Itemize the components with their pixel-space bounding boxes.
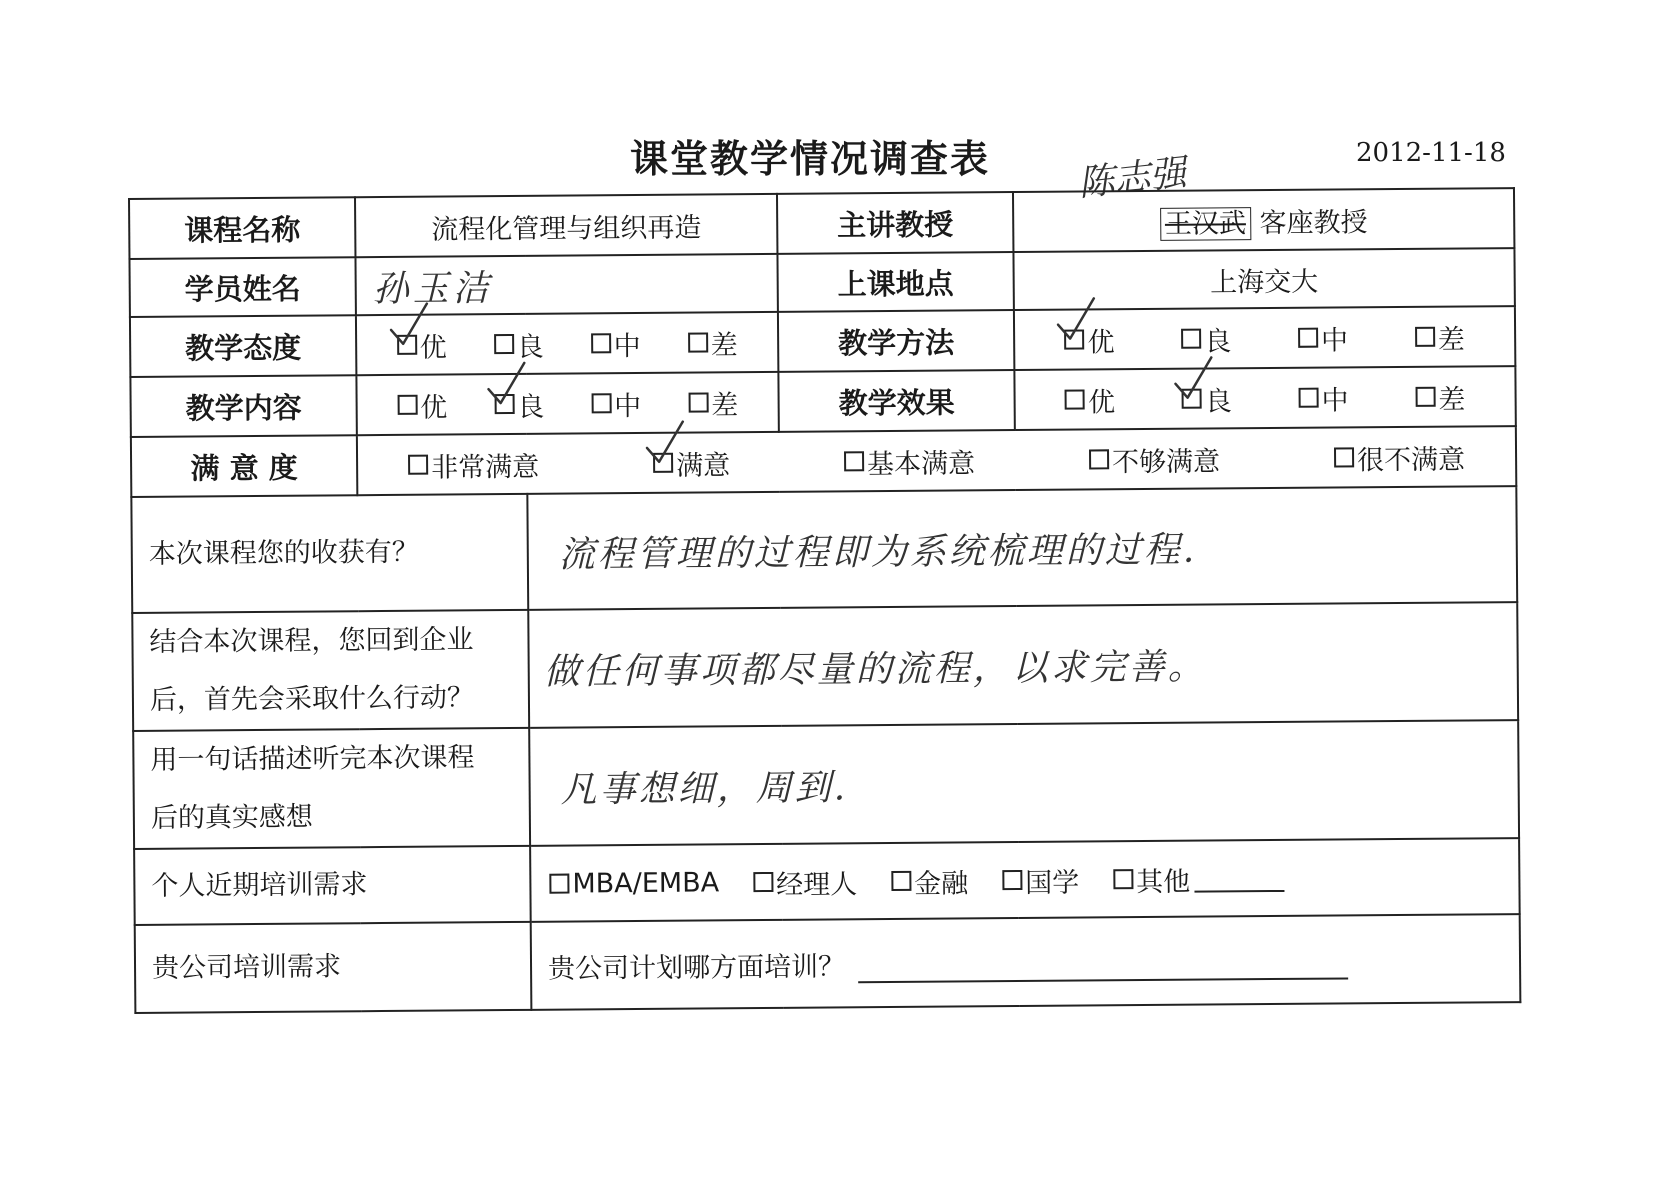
teaching-content-option-label: 差 — [711, 389, 739, 421]
teaching-method-option[interactable] — [1298, 318, 1348, 357]
feeling-label-line2: 后的真实感想 — [150, 801, 313, 834]
personal-training-option[interactable] — [1113, 858, 1284, 898]
teaching-attitude-option-label: 良 — [516, 331, 544, 363]
satisfaction-option[interactable] — [1334, 437, 1465, 477]
teaching-effect-option[interactable] — [1415, 377, 1465, 416]
personal-training-option-label: 金融 — [914, 867, 969, 900]
teaching-method-option-label: 优 — [1087, 326, 1115, 358]
feeling-answer-cell[interactable] — [529, 720, 1519, 846]
teaching-effect-option[interactable] — [1065, 380, 1115, 419]
professor-cell — [1013, 188, 1514, 252]
gain-label: 本次课程您的收获有？ — [131, 494, 528, 613]
checkbox-icon[interactable] — [1334, 447, 1354, 467]
personal-training-option[interactable] — [549, 867, 719, 899]
checkbox-icon[interactable] — [408, 455, 428, 475]
student-name-label: 学员姓名 — [129, 257, 355, 317]
teaching-effect-option-label: 良 — [1204, 385, 1232, 418]
teaching-content-option-label: 中 — [614, 390, 642, 422]
satisfaction-options — [357, 426, 1516, 495]
page-title: 课堂教学情况调查表 — [629, 137, 990, 181]
other-training-blank[interactable] — [1194, 864, 1284, 893]
personal-training-option-label: MBA/EMBA — [572, 866, 720, 900]
action-label-line2: 后，首先会采取什么行动？ — [149, 682, 475, 716]
teaching-attitude-option[interactable] — [397, 325, 447, 364]
course-name-value: 流程化管理与组织再造 — [355, 194, 777, 257]
teaching-attitude-option-label: 中 — [613, 330, 641, 362]
teaching-attitude-label: 教学态度 — [130, 315, 356, 377]
location-value: 上海交大 — [1013, 248, 1514, 310]
teaching-content-option[interactable] — [591, 383, 641, 422]
handwritten-professor-name: 陈志强 — [1076, 152, 1189, 205]
location-label: 上课地点 — [777, 252, 1013, 312]
satisfaction-option[interactable] — [844, 441, 975, 481]
checkbox-icon[interactable] — [397, 395, 417, 415]
teaching-content-option-label: 优 — [420, 392, 448, 424]
teaching-effect-option-label: 优 — [1087, 386, 1116, 418]
check-mark-icon — [1171, 353, 1215, 403]
checkbox-icon[interactable] — [688, 332, 708, 352]
action-answer: 做任何事项都尽量的流程，以求完善。 — [543, 646, 1207, 693]
teaching-attitude-option[interactable] — [591, 323, 641, 362]
check-mark-icon — [484, 358, 528, 408]
personal-training-options — [530, 838, 1520, 922]
checkbox-icon[interactable] — [494, 334, 514, 354]
checkbox-icon[interactable] — [1415, 387, 1435, 407]
teaching-effect-option[interactable] — [1182, 379, 1232, 418]
action-answer-cell[interactable] — [528, 602, 1518, 728]
teaching-content-option[interactable] — [494, 384, 544, 423]
satisfaction-option[interactable] — [408, 444, 539, 484]
teaching-effect-option[interactable] — [1298, 378, 1348, 417]
gain-answer: 流程管理的过程即为系统梳理的过程. — [558, 529, 1198, 576]
check-mark-icon — [643, 417, 687, 467]
company-training-label: 贵公司培训需求 — [135, 922, 532, 1013]
teaching-content-option[interactable] — [688, 383, 738, 422]
checkbox-icon[interactable] — [753, 872, 773, 892]
checkbox-icon[interactable] — [1065, 389, 1085, 409]
checkbox-icon[interactable] — [591, 393, 611, 413]
teaching-method-option[interactable] — [1064, 320, 1114, 359]
personal-training-option[interactable] — [1002, 860, 1079, 900]
personal-training-option-label: 经理人 — [776, 868, 858, 901]
professor-title: 客座教授 — [1259, 206, 1368, 239]
checkbox-icon[interactable] — [1181, 329, 1201, 349]
action-label — [132, 610, 529, 731]
satisfaction-option-label: 不够满意 — [1111, 445, 1221, 478]
teaching-content-option-label: 良 — [517, 391, 545, 423]
teaching-method-option-label: 差 — [1437, 324, 1465, 356]
teaching-method-option[interactable] — [1415, 317, 1465, 356]
checkbox-icon[interactable] — [1113, 869, 1133, 889]
teaching-content-options — [356, 372, 778, 435]
satisfaction-option-label: 很不满意 — [1356, 444, 1466, 476]
feeling-label-line1: 用一句话描述听完本次课程 — [150, 742, 475, 776]
company-training-blank[interactable] — [858, 949, 1348, 983]
teaching-method-option-label: 中 — [1320, 324, 1349, 357]
company-training-cell — [531, 914, 1521, 1010]
teaching-attitude-option[interactable] — [687, 323, 737, 362]
checkbox-icon[interactable] — [1002, 870, 1022, 890]
checkbox-icon[interactable] — [688, 392, 708, 412]
satisfaction-option[interactable] — [653, 443, 730, 483]
feeling-label — [133, 728, 530, 849]
checkbox-icon[interactable] — [891, 871, 911, 891]
teaching-attitude-option-label: 优 — [419, 332, 447, 364]
satisfaction-option-label: 满意 — [675, 449, 731, 482]
check-mark-icon — [386, 299, 430, 349]
personal-training-option-label: 国学 — [1025, 867, 1080, 899]
teaching-effect-option-label: 中 — [1321, 384, 1349, 417]
teaching-method-label: 教学方法 — [778, 310, 1014, 372]
personal-training-label: 个人近期培训需求 — [134, 846, 531, 925]
checkbox-icon[interactable] — [844, 451, 864, 471]
personal-training-option[interactable] — [891, 861, 968, 901]
teaching-effect-label: 教学效果 — [778, 370, 1014, 432]
action-label-line1: 结合本次课程，您回到企业 — [149, 624, 474, 658]
checkbox-icon[interactable] — [1089, 449, 1109, 469]
feeling-answer: 凡事想细，周到. — [560, 766, 849, 811]
personal-training-option-label: 其他 — [1136, 866, 1191, 898]
satisfaction-option-label: 非常满意 — [431, 451, 540, 484]
teaching-content-label: 教学内容 — [130, 375, 356, 437]
checkbox-icon[interactable] — [1298, 388, 1318, 408]
checkbox-icon[interactable] — [591, 333, 611, 353]
checkbox-icon[interactable] — [1298, 328, 1318, 348]
professor-name: 王汉武 — [1160, 207, 1251, 241]
student-name-value: 孙玉洁 — [372, 267, 493, 310]
check-mark-icon — [1054, 294, 1098, 344]
teaching-method-option-label: 良 — [1204, 325, 1232, 358]
professor-label: 主讲教授 — [777, 192, 1013, 254]
checkbox-icon[interactable] — [1415, 327, 1435, 347]
survey-form — [128, 187, 1520, 1060]
survey-date: 2012-11-18 — [1356, 138, 1506, 168]
teaching-effect-option-label: 差 — [1438, 384, 1466, 416]
satisfaction-option-label: 基本满意 — [866, 447, 976, 480]
teaching-method-options — [1014, 306, 1515, 370]
gain-answer-cell[interactable] — [527, 486, 1517, 610]
teaching-attitude-options — [356, 312, 778, 375]
teaching-content-option[interactable] — [397, 385, 447, 424]
teaching-attitude-option-label: 差 — [710, 329, 738, 361]
teaching-effect-options — [1014, 366, 1515, 430]
company-training-question: 贵公司计划哪方面培训？ — [547, 950, 846, 985]
personal-training-option[interactable] — [753, 862, 857, 902]
satisfaction-label: 满 意 度 — [131, 435, 357, 497]
course-name-label: 课程名称 — [129, 197, 355, 259]
satisfaction-option[interactable] — [1089, 439, 1220, 479]
checkbox-icon[interactable] — [549, 874, 569, 894]
